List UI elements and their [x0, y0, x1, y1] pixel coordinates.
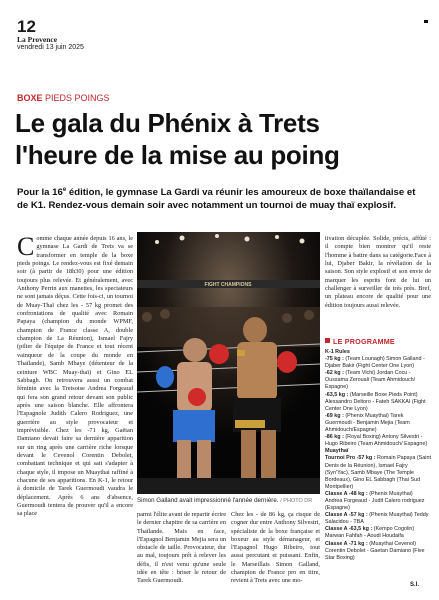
headline	[15, 107, 430, 171]
entry-category: Classe A -57 kg :	[325, 512, 368, 519]
entry-category: -75 kg :	[325, 356, 344, 363]
entry-category: Tournoi Pro -57 kg :	[325, 455, 376, 462]
entry-text: (Marseille Boxe Pieds Point) Alessandro Deltoro - Fateh SAKKAI (Fight Center One Lyon)	[325, 391, 426, 412]
entry-text: (Kempo Cogolin) Marwan Fahfah - Aoudi Houdaifa	[325, 526, 415, 540]
entry-text: (Phenix Muaythai) Tarek Guermoudi - Benjamin Mejia (Team Ahmidouch/Espagne)	[325, 412, 410, 434]
drop-cap: C	[17, 232, 35, 261]
programme-section-label: K-1 Rules	[325, 349, 350, 355]
rubric-secondary: PIEDS POINGS	[45, 93, 110, 103]
entry-category: Classe A -63,5 kg :	[325, 526, 373, 533]
rubric-primary: BOXE	[17, 93, 43, 103]
programme-entry	[325, 434, 431, 448]
bottom-column-a: parmi l'élite avant de repartir écrire le dernier chapitre de sa carrière en Thaïlande. Mais en face, l'Espagnol Benjamin Mejia sera un obstacle de taille. Provocateur, dur au mal, toujours prêt à relever les défis, il n'est venu qu'une seule idée en tête : briser le retour de Tarek Guermoudi.	[137, 511, 226, 585]
lead-prefix: Pour la 16	[17, 187, 63, 199]
column-1-text: omme chaque année depuis 16 ans, le gymnase La Gardi de Trets va se transformer en temple de la boxe pieds poings. Le rendez-vous est fixé demain soir (à partir de 18h30) pour une édition toujours plus relevée. Et généralement, avec Anthony Perrin aux manettes, les spectateurs ne sont jamais déçus. Cette fois-ci, un tournoi de Muay-Thaï chez les - 57 kg promet des confrontations de qualité avec Romain Papaya (champion du monde WPMF, champion de France classe A, double champion de La Réunion), Ismael Fajry (pilier de l'équipe de France et tout récent vainqueur de la coupe du monde en Thaïlande), Samb Mbaye (détenteur de la ceinture WBC Muay-thaï) et Gino EL Sabbagh. On retrouvera aussi un combat féminin avec la Tretsoise Andrea Forgeaud qui fera son grand retour devant son public après une saison blanche. Elle affrontera l'Espagnole Judith Calero Rodriguez, une guerrière au style provocateur et imprévisible. Chez les -71 kg, Gaëtan Damiano devait faire sa dernière apparition sur un ring après une carrière riche lorsque devant le Cevenol Corentin Debolet, combattant technique et qui sait s'adapter à chaque style, il impose un Muaythai raffiné à chacune de ses apparitions. En K-1, le retour à domicile de Tarek Guermoudi vaudra le déplacement. Après 6 ans d'absence, Guermoudi tentera de prouver qu'il a encore sa place	[17, 235, 133, 518]
square-bullet-icon	[325, 338, 330, 343]
entry-text: (Phenix Muaythai) Teddy Salacidou - TBA	[325, 512, 429, 526]
entry-text: Romain Papaya (Saint Denis de la Réunion), Ismael Fajry (Syn'Yac), Samb Mbaye (The Temple Bordeaux), Gino EL Sabbagh (Thai Sud Montpellier)	[325, 455, 431, 490]
author-signature: S.I.	[410, 582, 420, 588]
programme-entry	[325, 541, 431, 562]
page-header	[17, 18, 84, 52]
ring-banner: FIGHT CHAMPIONS	[204, 282, 252, 288]
programme-entry	[325, 413, 431, 434]
newspaper-name: La Provence	[17, 35, 58, 44]
square-icon	[424, 20, 428, 23]
photo-credit: / PHOTO DR	[280, 498, 313, 504]
entry-category: Classe A -48 kg :	[325, 490, 368, 497]
issue-date: vendredi 13 juin 2025	[17, 44, 84, 51]
programme-entry	[325, 370, 431, 391]
entry-category: -86 kg :	[325, 434, 344, 441]
article-column-3: tivation décuplée. Solide, précis, affûté : il compte bien montrer qu'il reste l'homme à battre dans sa catégorie.Face à lui, Djaber Bakir, la révélation de la saison. Son style explosif et son envie de marquer les esprits font de lui un challenger à surveiller de très près. Bref, un plateau encore de qualité pour une édition toujours aussi relevée.	[325, 235, 431, 309]
entry-text: (Team Vichi) Jordan Cocu - Oussama Zerouali (Team Ahmidouch/ Espagne)	[325, 370, 416, 391]
entry-text: (Royal Boxing) Antony Silvestri - Hugo Ribeiro (Team Ahmidouch/ Espagne)	[325, 434, 428, 448]
entry-category: -63,5 kg :	[325, 391, 349, 398]
section-rubric	[17, 93, 110, 103]
programme-entry	[325, 455, 431, 490]
entry-category: -62 kg :	[325, 370, 344, 377]
entry-text: (Team Lounagh) Simon Galland - Djaber Bakir (Fight Center One Lyon)	[325, 356, 425, 370]
programme-entry	[325, 526, 431, 540]
programme-entry	[325, 356, 431, 370]
programme-title	[325, 337, 431, 346]
headline-line-2: l'heure de la mise au poing	[15, 140, 340, 170]
bottom-column-b: Chez les - de 86 kg, ça risque de cogner dur entre Anthony Silvestri, spécialiste de la boxe française et boxeur au style démanageur, et l'Espagnol Hugo Ribeiro, tout aussi percutant et puissant. Enfin, le Marseillais Simon Galland, champion de France pro en titre, revient à Trets avec une mo-	[231, 511, 320, 585]
programme-box	[325, 337, 431, 562]
photo-caption	[137, 497, 320, 505]
programme-section-label: Muaythaï	[325, 448, 349, 455]
entry-text: (Muaythai Cevenol) Corentin Debolet - Gaetan Damiano (Five Star Boxing)	[325, 540, 425, 561]
entry-text: (Phenix Muaythai) Andrea Forgeaud - Judit Calero rodriguez (Espagne)	[325, 490, 425, 512]
article-column-1	[17, 232, 133, 519]
lead-superscript: e	[62, 187, 67, 193]
fight-photo	[137, 232, 320, 494]
entry-category: Classe A -71 kg :	[325, 540, 368, 547]
programme-title-text: LE PROGRAMME	[333, 337, 395, 346]
programme-entry	[325, 491, 431, 512]
lead-paragraph	[17, 184, 427, 212]
programme-entry	[325, 392, 431, 413]
headline-line-1: Le gala du Phénix à Trets	[15, 108, 320, 138]
lead-text: édition, le gymnase La Gardi va réunir les amoureux de boxe thaïlandaise et de K1. Rendez-vous demain soir avec notamment un tournoi de muay thaï explosif.	[17, 187, 416, 212]
caption-text: Simon Galland avait impressionné l'année dernière.	[137, 497, 279, 504]
entry-category: -69 kg :	[325, 412, 344, 419]
page-number: 12	[17, 17, 36, 36]
programme-entry	[325, 512, 431, 526]
